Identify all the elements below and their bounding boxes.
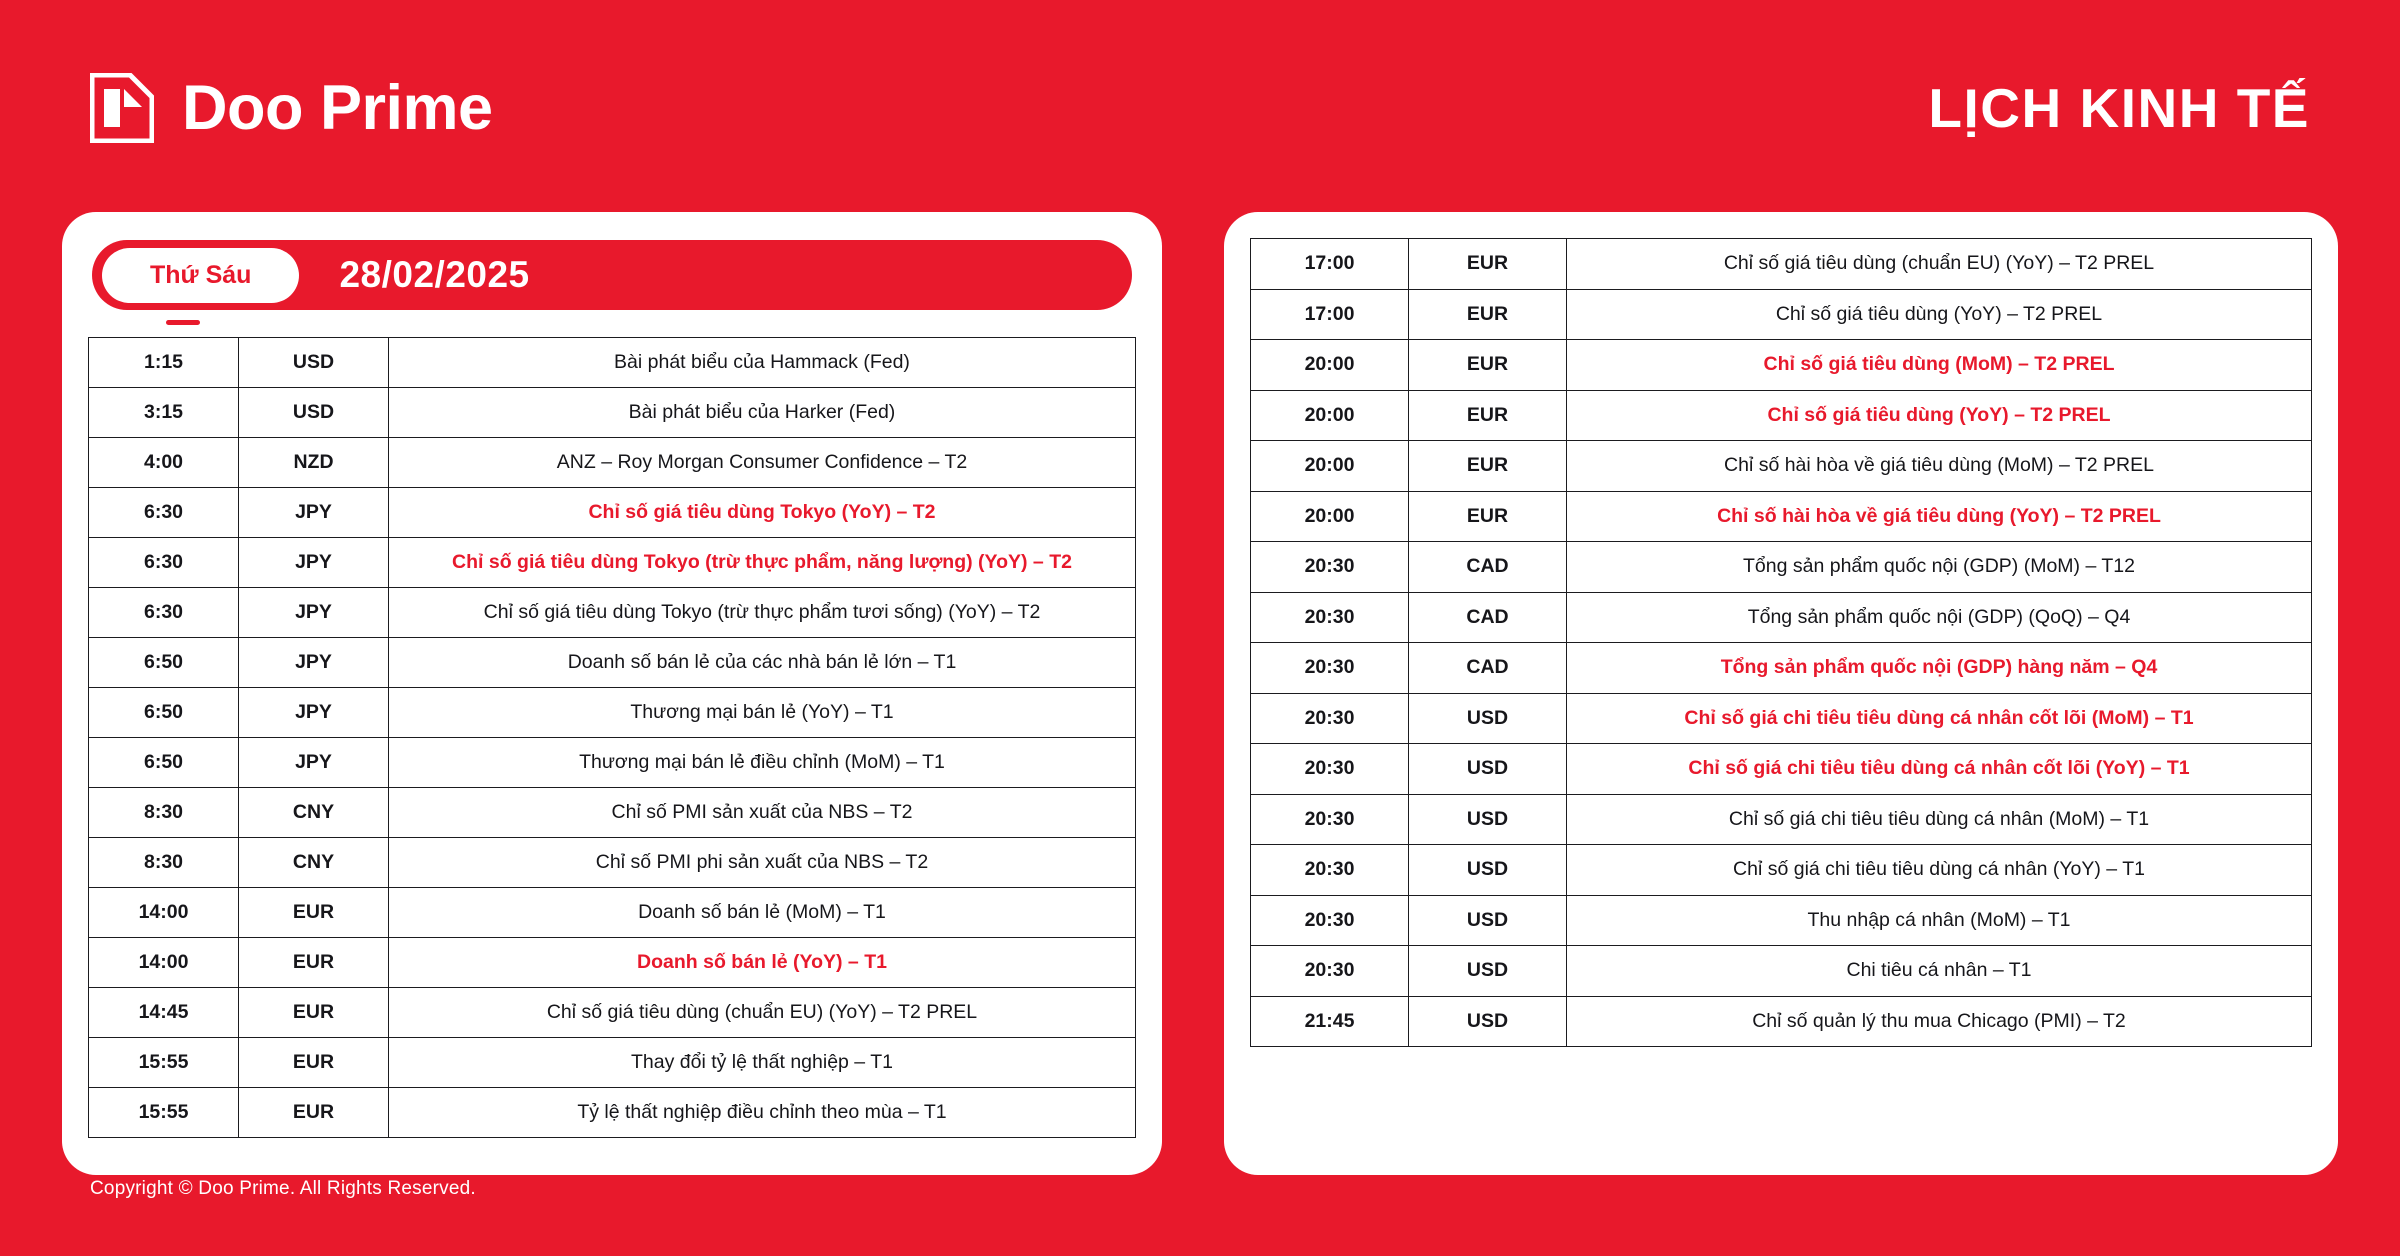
cell-time: 6:50 xyxy=(89,638,239,688)
cell-currency: USD xyxy=(1409,744,1567,795)
weekday-chip: Thứ Sáu xyxy=(102,248,299,303)
table-row xyxy=(89,988,1136,1038)
cell-currency: USD xyxy=(1409,845,1567,896)
cell-time: 15:55 xyxy=(89,1038,239,1088)
cell-time: 1:15 xyxy=(89,338,239,388)
cell-currency: JPY xyxy=(239,738,389,788)
cell-event: Chỉ số giá tiêu dùng (chuẩn EU) (YoY) – T2 PREL xyxy=(1567,239,2312,290)
calendar-table-left xyxy=(88,337,1136,1138)
cell-time: 6:50 xyxy=(89,738,239,788)
cell-currency: EUR xyxy=(1409,491,1567,542)
cell-time: 14:45 xyxy=(89,988,239,1038)
cell-currency: EUR xyxy=(239,988,389,1038)
cell-time: 20:00 xyxy=(1251,390,1409,441)
cell-currency: NZD xyxy=(239,438,389,488)
cell-currency: CNY xyxy=(239,788,389,838)
table-row xyxy=(1251,592,2312,643)
table-row xyxy=(1251,390,2312,441)
cell-event: Chỉ số PMI phi sản xuất của NBS – T2 xyxy=(389,838,1136,888)
cell-time: 6:30 xyxy=(89,588,239,638)
cell-event: Chỉ số giá chi tiêu tiêu dùng cá nhân cốt lõi (YoY) – T1 xyxy=(1567,744,2312,795)
cell-event: Chỉ số giá tiêu dùng (YoY) – T2 PREL xyxy=(1567,289,2312,340)
cell-event: Chỉ số giá tiêu dùng Tokyo (trừ thực phẩm tươi sống) (YoY) – T2 xyxy=(389,588,1136,638)
cell-currency: USD xyxy=(239,388,389,438)
table-row xyxy=(89,688,1136,738)
cell-event: Chỉ số giá tiêu dùng (MoM) – T2 PREL xyxy=(1567,340,2312,391)
cell-currency: EUR xyxy=(239,938,389,988)
table-row xyxy=(1251,340,2312,391)
table-row xyxy=(1251,996,2312,1047)
brand-name: Doo Prime xyxy=(182,73,493,143)
cell-time: 20:30 xyxy=(1251,744,1409,795)
cell-event: Chỉ số giá chi tiêu tiêu dùng cá nhân cốt lõi (MoM) – T1 xyxy=(1567,693,2312,744)
doo-prime-logo-icon xyxy=(90,73,154,143)
table-row xyxy=(89,1088,1136,1138)
cell-currency: JPY xyxy=(239,538,389,588)
cell-time: 20:00 xyxy=(1251,441,1409,492)
calendar-body-left xyxy=(89,338,1136,1138)
cell-event: Bài phát biểu của Harker (Fed) xyxy=(389,388,1136,438)
cell-event: Chi tiêu cá nhân – T1 xyxy=(1567,946,2312,997)
table-row xyxy=(1251,289,2312,340)
cell-currency: EUR xyxy=(1409,340,1567,391)
cell-time: 20:30 xyxy=(1251,794,1409,845)
divider-dash xyxy=(166,320,200,325)
cell-currency: JPY xyxy=(239,588,389,638)
table-row xyxy=(89,438,1136,488)
cell-time: 8:30 xyxy=(89,788,239,838)
table-row xyxy=(89,538,1136,588)
cell-event: Thương mại bán lẻ (YoY) – T1 xyxy=(389,688,1136,738)
cell-currency: USD xyxy=(1409,794,1567,845)
date-label: 28/02/2025 xyxy=(339,254,530,295)
right-panel xyxy=(1224,212,2338,1175)
calendar-table-right xyxy=(1250,238,2312,1047)
table-row xyxy=(89,338,1136,388)
cell-time: 20:00 xyxy=(1251,340,1409,391)
cell-currency: JPY xyxy=(239,638,389,688)
cell-event: Doanh số bán lẻ (MoM) – T1 xyxy=(389,888,1136,938)
left-panel xyxy=(62,212,1162,1175)
calendar-body-right xyxy=(1251,239,2312,1047)
cell-event: Chỉ số giá tiêu dùng Tokyo (trừ thực phẩm, năng lượng) (YoY) – T2 xyxy=(389,538,1136,588)
cell-event: Chỉ số hài hòa về giá tiêu dùng (YoY) – T2 PREL xyxy=(1567,491,2312,542)
cell-time: 15:55 xyxy=(89,1088,239,1138)
table-row xyxy=(1251,693,2312,744)
table-row xyxy=(89,788,1136,838)
cell-time: 8:30 xyxy=(89,838,239,888)
cell-currency: USD xyxy=(1409,996,1567,1047)
cell-event: Doanh số bán lẻ của các nhà bán lẻ lớn – T1 xyxy=(389,638,1136,688)
table-row xyxy=(89,738,1136,788)
table-row xyxy=(89,1038,1136,1088)
cell-event: Thay đổi tỷ lệ thất nghiệp – T1 xyxy=(389,1038,1136,1088)
cell-time: 3:15 xyxy=(89,388,239,438)
table-row xyxy=(89,888,1136,938)
table-row xyxy=(1251,441,2312,492)
cell-event: Tỷ lệ thất nghiệp điều chỉnh theo mùa – T1 xyxy=(389,1088,1136,1138)
cell-currency: EUR xyxy=(1409,441,1567,492)
cell-event: Thu nhập cá nhân (MoM) – T1 xyxy=(1567,895,2312,946)
table-row xyxy=(89,938,1136,988)
table-row xyxy=(1251,542,2312,593)
cell-time: 20:30 xyxy=(1251,643,1409,694)
cell-currency: EUR xyxy=(239,1038,389,1088)
cell-event: Tổng sản phẩm quốc nội (GDP) (MoM) – T12 xyxy=(1567,542,2312,593)
table-row xyxy=(1251,845,2312,896)
table-row xyxy=(89,488,1136,538)
cell-time: 17:00 xyxy=(1251,289,1409,340)
cell-time: 17:00 xyxy=(1251,239,1409,290)
date-bar xyxy=(92,240,1132,310)
cell-event: Chỉ số quản lý thu mua Chicago (PMI) – T2 xyxy=(1567,996,2312,1047)
table-row xyxy=(89,838,1136,888)
cell-currency: CAD xyxy=(1409,592,1567,643)
cell-time: 6:30 xyxy=(89,488,239,538)
cell-time: 20:30 xyxy=(1251,542,1409,593)
table-row xyxy=(1251,946,2312,997)
cell-currency: USD xyxy=(1409,693,1567,744)
brand-lockup xyxy=(90,72,493,144)
table-row xyxy=(89,388,1136,438)
cell-currency: JPY xyxy=(239,688,389,738)
cell-event: Chỉ số giá chi tiêu tiêu dùng cá nhân (YoY) – T1 xyxy=(1567,845,2312,896)
cell-currency: JPY xyxy=(239,488,389,538)
table-row xyxy=(1251,239,2312,290)
cell-event: Chỉ số hài hòa về giá tiêu dùng (MoM) – T2 PREL xyxy=(1567,441,2312,492)
table-row xyxy=(1251,895,2312,946)
cell-event: Thương mại bán lẻ điều chỉnh (MoM) – T1 xyxy=(389,738,1136,788)
cell-event: Tổng sản phẩm quốc nội (GDP) hàng năm – Q4 xyxy=(1567,643,2312,694)
page-header xyxy=(90,62,2310,154)
table-row xyxy=(89,638,1136,688)
cell-event: Tổng sản phẩm quốc nội (GDP) (QoQ) – Q4 xyxy=(1567,592,2312,643)
cell-currency: CNY xyxy=(239,838,389,888)
cell-time: 20:30 xyxy=(1251,895,1409,946)
cell-event: Chỉ số PMI sản xuất của NBS – T2 xyxy=(389,788,1136,838)
cell-currency: CAD xyxy=(1409,643,1567,694)
cell-event: Chỉ số giá tiêu dùng (YoY) – T2 PREL xyxy=(1567,390,2312,441)
cell-currency: USD xyxy=(1409,946,1567,997)
cell-time: 20:30 xyxy=(1251,946,1409,997)
cell-currency: USD xyxy=(1409,895,1567,946)
cell-currency: USD xyxy=(239,338,389,388)
footer-copyright: Copyright © Doo Prime. All Rights Reserved. xyxy=(90,1178,476,1199)
cell-currency: EUR xyxy=(1409,390,1567,441)
table-row xyxy=(1251,491,2312,542)
table-row xyxy=(1251,643,2312,694)
cell-time: 6:30 xyxy=(89,538,239,588)
table-row xyxy=(1251,794,2312,845)
cell-currency: CAD xyxy=(1409,542,1567,593)
cell-event: Chỉ số giá tiêu dùng (chuẩn EU) (YoY) – T2 PREL xyxy=(389,988,1136,1038)
cell-event: ANZ – Roy Morgan Consumer Confidence – T2 xyxy=(389,438,1136,488)
page-title: LỊCH KINH TẾ xyxy=(1928,77,2310,139)
cell-event: Chỉ số giá chi tiêu tiêu dùng cá nhân (MoM) – T1 xyxy=(1567,794,2312,845)
cell-event: Chỉ số giá tiêu dùng Tokyo (YoY) – T2 xyxy=(389,488,1136,538)
cell-currency: EUR xyxy=(1409,239,1567,290)
cell-time: 14:00 xyxy=(89,888,239,938)
cell-currency: EUR xyxy=(1409,289,1567,340)
cell-event: Doanh số bán lẻ (YoY) – T1 xyxy=(389,938,1136,988)
cell-time: 20:30 xyxy=(1251,845,1409,896)
cell-time: 20:00 xyxy=(1251,491,1409,542)
cell-time: 20:30 xyxy=(1251,592,1409,643)
table-row xyxy=(89,588,1136,638)
cell-time: 4:00 xyxy=(89,438,239,488)
table-row xyxy=(1251,744,2312,795)
cell-event: Bài phát biểu của Hammack (Fed) xyxy=(389,338,1136,388)
cell-time: 14:00 xyxy=(89,938,239,988)
cell-time: 20:30 xyxy=(1251,693,1409,744)
cell-time: 6:50 xyxy=(89,688,239,738)
cell-time: 21:45 xyxy=(1251,996,1409,1047)
cell-currency: EUR xyxy=(239,1088,389,1138)
cell-currency: EUR xyxy=(239,888,389,938)
